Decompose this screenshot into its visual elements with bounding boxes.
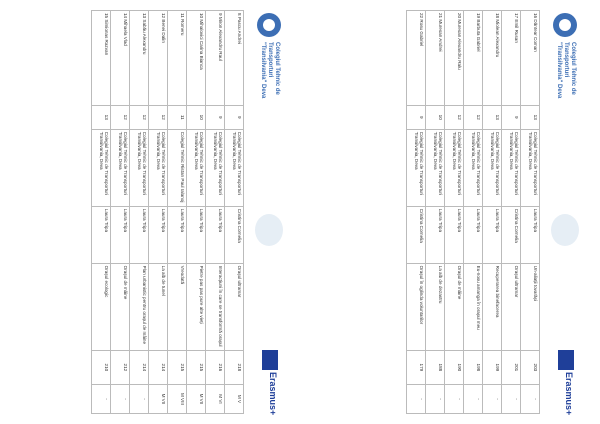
table-cell: -: [426, 384, 445, 413]
page-right: [306, 0, 592, 424]
seal-icon: [252, 210, 286, 250]
table-cell: Laura Tripa: [464, 206, 483, 263]
table-cell: Orașul ecologic: [92, 263, 111, 350]
table-cell: 9: [407, 105, 426, 129]
table-cell: Orașul de mâine: [111, 263, 130, 350]
page-left: [10, 0, 296, 424]
table-row: [168, 11, 187, 414]
table-cell: 203: [521, 350, 540, 384]
table-row: [426, 11, 445, 414]
results-table: [91, 10, 244, 414]
table-cell: -: [445, 384, 464, 413]
table-cell: 12: [464, 105, 483, 129]
table-cell: Orașul de mâine: [445, 263, 464, 350]
table-cell: 10 Mihalovici Carina Bianca: [187, 11, 206, 106]
table-cell: -: [521, 384, 540, 413]
table-cell: Vreodată: [168, 263, 187, 350]
table-cell: Laura Tripa: [92, 206, 111, 263]
program-name: Erasmus+: [268, 372, 278, 416]
table-cell: Cristina Cornelia: [407, 206, 426, 263]
table-cell: Laura Tripa: [521, 206, 540, 263]
table-cell: Colegiul Tehnic de Transporturi Transilvania, Deva: [502, 129, 521, 206]
table-cell: Laura Tripa: [111, 206, 130, 263]
table-cell: 216: [206, 350, 225, 384]
table-cell: 15 Simionas Razvan: [92, 11, 111, 106]
table-cell: Cristina Cornelia: [502, 206, 521, 263]
table-cell: Colegiul Tehnic de Transporturi Transilvania, Deva: [130, 129, 149, 206]
table-row: [502, 11, 521, 414]
table-cell: -: [92, 384, 111, 413]
table-cell: 21 Muresan Andrei: [426, 11, 445, 106]
table-cell: Laura Tripa: [130, 206, 149, 263]
table-cell: Cristina Cornelia: [225, 206, 244, 263]
table-cell: 201: [502, 350, 521, 384]
table-cell: Colegiul Tehnic de Transporturi Transilvania, Deva: [407, 129, 426, 206]
table-cell: 212: [111, 350, 130, 384]
program-name: Erasmus+: [564, 372, 574, 416]
table-cell: 13 Sabău Alexandru: [130, 11, 149, 106]
table-cell: 215: [168, 350, 187, 384]
table-cell: Colegiul Tehnic de Transporturi Transilvania, Deva: [426, 129, 445, 206]
table-cell: Colegiul Tehnic de Transporturi Transilvania, Deva: [92, 129, 111, 206]
table-cell: 22 Rosu Gabriel: [407, 11, 426, 106]
table-cell: Colegiul Tehnic de Transporturi Transilvania, Deva: [187, 129, 206, 206]
table-cell: 214: [149, 350, 168, 384]
table-cell: M VII: [187, 384, 206, 413]
table-cell: -: [407, 384, 426, 413]
table-cell: 12: [445, 105, 464, 129]
table-cell: 12: [149, 105, 168, 129]
table-cell: M VI: [206, 384, 225, 413]
school-logo-icon: [550, 10, 580, 40]
table-cell: Orașul ultramar: [225, 263, 244, 350]
table-cell: 12: [130, 105, 149, 129]
table-row: [187, 11, 206, 414]
table-cell: Laura Tripa: [426, 206, 445, 263]
table-cell: 188: [426, 350, 445, 384]
table-cell: 199: [483, 350, 502, 384]
table-cell: 13: [483, 105, 502, 129]
table-cell: -: [111, 384, 130, 413]
table-cell: Laura Tripa: [187, 206, 206, 263]
table-cell: Colegiul Tehnic de Transporturi Transilvania, Deva: [149, 129, 168, 206]
school-name: Colegiul Tehnic de Transporturi "Transilvania" Deva: [260, 42, 280, 99]
table-cell: 19 Barbuta Gabriel: [464, 11, 483, 106]
table-cell: -: [483, 384, 502, 413]
table-cell: 190: [445, 350, 464, 384]
table-cell: 13: [92, 105, 111, 129]
results-table: [406, 10, 540, 414]
table-cell: Orașul ultramar: [502, 263, 521, 350]
table-row: [92, 11, 111, 414]
eu-flag-icon: [558, 350, 574, 370]
table-cell: 10: [187, 105, 206, 129]
page-header: [246, 10, 290, 414]
page-header: [542, 10, 586, 414]
table-cell: 20 Muresan Alexandru Ralu: [445, 11, 464, 106]
table-cell: M VIII: [168, 384, 187, 413]
eu-flag-icon: [262, 350, 278, 370]
seal-icon: [548, 210, 582, 250]
table-row: [149, 11, 168, 414]
table-cell: 210: [92, 350, 111, 384]
table-row: [483, 11, 502, 414]
table-row: [521, 11, 540, 414]
table-cell: 198: [464, 350, 483, 384]
table-row: [111, 11, 130, 414]
table-cell: 9: [502, 105, 521, 129]
table-cell: Laura Tripa: [483, 206, 502, 263]
table-cell: M VII: [149, 384, 168, 413]
table-cell: Laura Tripa: [168, 206, 187, 263]
table-row: [225, 11, 244, 414]
table-cell: 214: [130, 350, 149, 384]
table-cell: Colegiul Tehnic de Transporturi Transilvania, Deva: [225, 129, 244, 206]
table-cell: Eu-nosu amanga în orașul meu: [464, 263, 483, 350]
table-cell: -: [464, 384, 483, 413]
table-cell: 14 Mihaela Vlad: [111, 11, 130, 106]
table-cell: 9: [206, 105, 225, 129]
table-cell: Laura Tripa: [445, 206, 464, 263]
table-cell: -: [502, 384, 521, 413]
table-cell: Laura Tripa: [206, 206, 225, 263]
table-cell: Colegiul Tehnic de Transporturi Transilvania, Deva: [206, 129, 225, 206]
table-cell: 10: [426, 105, 445, 129]
table-cell: 17 Emil Rusan: [502, 11, 521, 106]
table-cell: Laura Tripa: [149, 206, 168, 263]
table-cell: 12: [111, 105, 130, 129]
table-cell: 9: [225, 105, 244, 129]
table-cell: La alb de tunel: [149, 263, 168, 350]
table-cell: Colegiul Tehnic de Transporturi Transilvania, Deva: [483, 129, 502, 206]
table-cell: 218: [225, 350, 244, 384]
table-cell: 9 Miron Alexandru Raul: [206, 11, 225, 106]
table-row: [130, 11, 149, 414]
table-cell: 13: [521, 105, 540, 129]
table-cell: Colegiul Tehnic de Transporturi Transilvania, Deva: [521, 129, 540, 206]
table-cell: 18 Miolean Alexandru: [483, 11, 502, 106]
table-cell: 215: [187, 350, 206, 384]
table-cell: Plan urbanistic pentru orașul de mâine: [130, 263, 149, 350]
table-cell: 179: [407, 350, 426, 384]
table-cell: La alb de dezastru: [426, 263, 445, 350]
table-cell: 8 Pascu Andrei: [225, 11, 244, 106]
table-cell: 11 Romeru: [168, 11, 187, 106]
table-cell: 16 Dăntear Coman: [521, 11, 540, 106]
table-cell: Colegiul Tehnic Ristan Paul Ialanoj: [168, 129, 187, 206]
table-row: [407, 11, 426, 414]
table-cell: Colegiul Tehnic de Transporturi Transilvania, Deva: [111, 129, 130, 206]
school-name: Colegiul Tehnic de Transporturi "Transilvania" Deva: [556, 42, 576, 99]
table-cell: -: [130, 384, 149, 413]
table-cell: Un-aliații tovarăși: [521, 263, 540, 350]
table-cell: M V: [225, 384, 244, 413]
school-logo-icon: [254, 10, 284, 40]
table-cell: Interacțiuni în care se transformă orașul: [206, 263, 225, 350]
table-cell: Colegiul Tehnic de Transporturi Transilvania, Deva: [445, 129, 464, 206]
table-cell: Orașul în oglinda voluntarilor: [407, 263, 426, 350]
table-cell: 12 Benei Dalin: [149, 11, 168, 106]
table-cell: 11: [168, 105, 187, 129]
table-row: [445, 11, 464, 414]
table-cell: Colegiul Tehnic de Transporturi Transilvania, Deva: [464, 129, 483, 206]
table-cell: Pietre pas pas pure alte vieți: [187, 263, 206, 350]
table-row: [206, 11, 225, 414]
table-row: [464, 11, 483, 414]
table-cell: Recuperarea binefacerea: [483, 263, 502, 350]
